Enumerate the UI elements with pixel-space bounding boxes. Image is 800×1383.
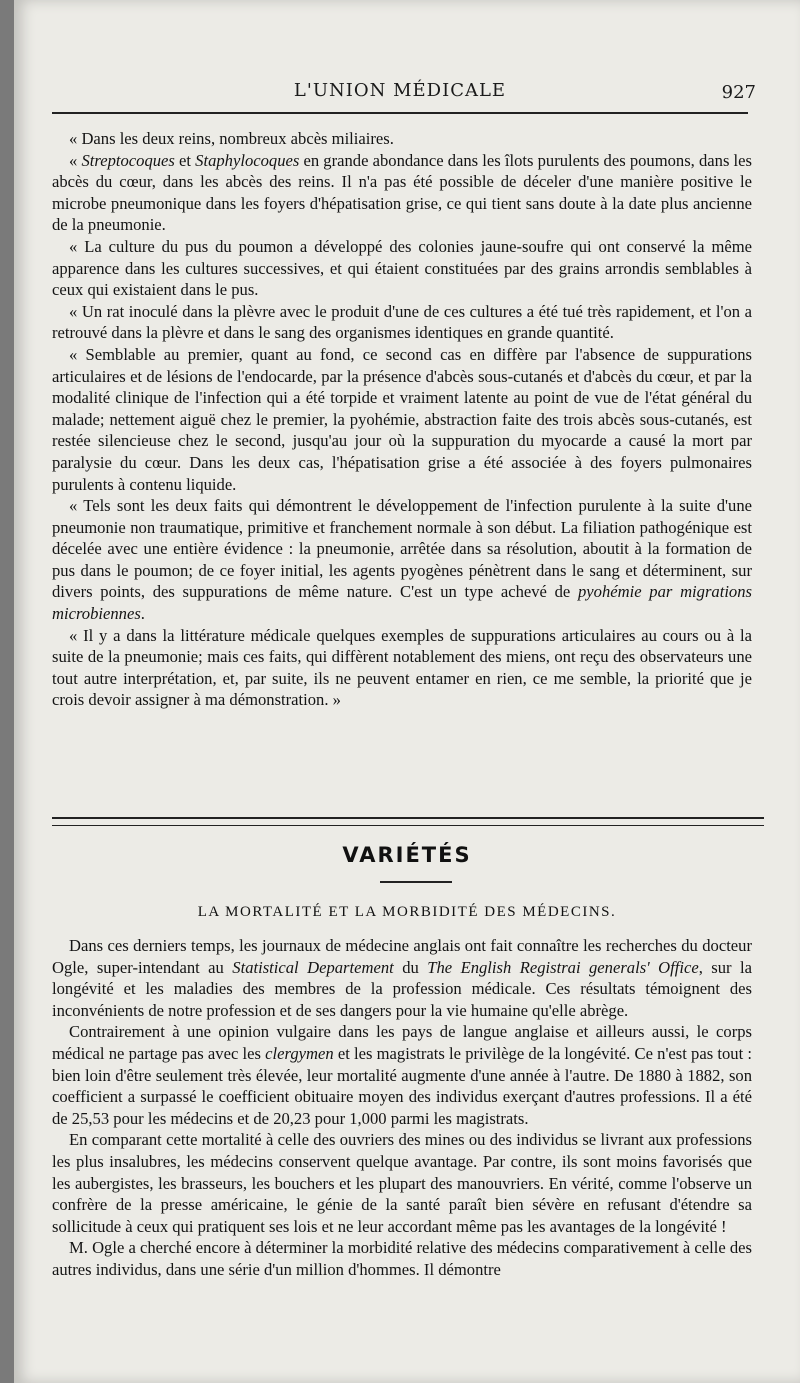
paragraph — [52, 301, 752, 344]
paragraph — [52, 495, 752, 625]
text-run: « Il y a dans la littérature médicale quelques exemples de suppurations articulaires au cours ou à la suite de la pneumonie; mais ces faits, qui diffèrent notablement des miens, ont reçu des observateurs une tout autre interprétation, et, par suite, ils ne peuvent entamer en rien, ce me semble, la priorité que je crois devoir assigner à ma démonstration. » — [52, 625, 752, 710]
text-run: « Semblable au premier, quant au fond, ce second cas en diffère par l'absence de suppurations articulaires et de lésions de l'endocarde, par la présence d'abcès sous-cutanés et d'abcès du cœur, et par la modalité clinique de l'infection qui a été torpide et vraiment latente au point de vue de l'état général du malade; nettement aiguë chez le premier, la pyohémie, abstraction faite des trois abcès sous-cutanés, est restée silencieuse chez le second, jusqu'au jour où la suppuration du myocarde a causé la mort par paralysie du cœur. Dans les deux cas, l'hépatisation grise a été associée à des foyers pulmonaires purulents à contenu liquide. — [52, 344, 752, 494]
text-run: en grande abondance dans les îlots purulents des poumons, dans les abcès du cœur, dans les abcès des reins. Il n'a pas été possible de déceler d'une manière positive le microbe pneumonique dans les foyers d'hépatisation grise, ce qui tient sans doute à la date plus ancienne de la pneumonie. — [52, 150, 752, 235]
text-run: , sur la longévité et les maladies des membres de la profession médicale. Ces résultats témoignent des inconvénients de notre profession et de ses dangers pour la vie humaine qu'elle abrège. — [52, 957, 752, 1020]
italic-run: Statistical Departement — [232, 957, 394, 977]
paragraph — [52, 128, 752, 150]
text-run: . — [140, 604, 145, 624]
italic-run: Streptocoques — [81, 150, 175, 170]
text-run: « La culture du pus du poumon a développé des colonies jaune-soufre qui ont conservé la même apparence dans les cultures successives, et qui étaient constituées par des grains arrondis semblables à ceux qui existaient dans le pus. — [52, 236, 752, 300]
text-run: du — [393, 957, 428, 977]
italic-run: pyohémie par migrations microbiennes — [52, 582, 752, 624]
paragraph — [52, 1021, 752, 1129]
paragraph — [52, 150, 752, 236]
italic-run: The English Registrai generals' Office — [427, 957, 699, 977]
page-number: 927 — [721, 82, 756, 103]
text-run: « Un rat inoculé dans la plèvre avec le produit d'une de ces cultures a été tué très rapidement, et l'on a retrouvé dans la plèvre et dans le sang des organismes identiques en grande quantité. — [52, 301, 752, 343]
text-run: « — [69, 150, 82, 170]
page-header — [52, 78, 756, 114]
italic-run: Staphylocoques — [195, 150, 300, 170]
paragraph — [52, 625, 752, 711]
text-run: « Tels sont les deux faits qui démontrent le développement de l'infection purulente à la suite d'une pneumonie non traumatique, primitive et franchement normale à son début. La filiation pathogénique est décelée avec une entière évidence : la pneumonie, arrêtée dans sa résolution, aboutit à la formation de pus dans le poumon; de ce foyer initial, les agents pyogènes pénètrent dans le sang et déterminent, sur divers points, des suppurations de même nature. C'est un type achevé de — [52, 496, 752, 602]
text-run: M. Ogle a cherché encore à déterminer la morbidité relative des médecins comparativement à celle des autres individus, dans une série d'un million d'hommes. Il démontre — [52, 1238, 752, 1279]
text-run: « Dans les deux reins, nombreux abcès miliaires. — [69, 129, 394, 148]
text-run: En comparant cette mortalité à celle des ouvriers des mines ou des individus se livrant aux professions les plus insalubres, les médecins conservent quelque avantage. Par contre, ils sont moins favorisés que les aubergistes, les brasseurs, les bouchers et les plupart des manouvriers. En vérité, comme l'observe un confrère de la presse américaine, le génie de la santé paraît bien sévère en refusant d'étendre sa sollicitude à ceux qui pratiquent ses lois et ne leur accordant même pas les avantages de la longévité ! — [52, 1130, 752, 1236]
page — [14, 0, 800, 1383]
section-title: VARIÉTÉS — [342, 843, 472, 867]
section-separator — [52, 817, 764, 826]
article-body — [52, 935, 752, 1281]
paragraph — [52, 344, 752, 495]
text-run: Contrairement à une opinion vulgaire dans les pays de langue anglaise et ailleurs aussi, le corps médical ne partage pas avec les — [52, 1022, 752, 1063]
paragraph — [52, 935, 752, 1021]
text-run: et — [174, 150, 196, 170]
body-text-continued — [52, 128, 752, 711]
running-title: L'UNION MÉDICALE — [293, 80, 507, 101]
text-run: et les magistrats le privilège de la longévité. Ce n'est pas tout : bien loin d'être seulement très élevée, leur mortalité augmente d'une année à l'autre. De 1880 à 1882, son coefficient a surpassé le coefficient obituaire moyen des individus exerçant d'autres professions. Il a été de 25,53 pour les médecins et de 20,23 pour 1,000 parmi les magistrats. — [52, 1043, 752, 1128]
paragraph — [52, 1129, 752, 1237]
article-title: LA MORTALITÉ ET LA MORBIDITÉ DES MÉDECINS. — [197, 904, 617, 920]
paragraph — [52, 236, 752, 301]
italic-run: clergymen — [265, 1043, 334, 1063]
text-run: Dans ces derniers temps, les journaux de médecine anglais ont fait connaître les recherches du docteur Ogle, super-intendant au — [52, 936, 752, 977]
title-underline — [380, 881, 452, 883]
paragraph — [52, 1237, 752, 1280]
